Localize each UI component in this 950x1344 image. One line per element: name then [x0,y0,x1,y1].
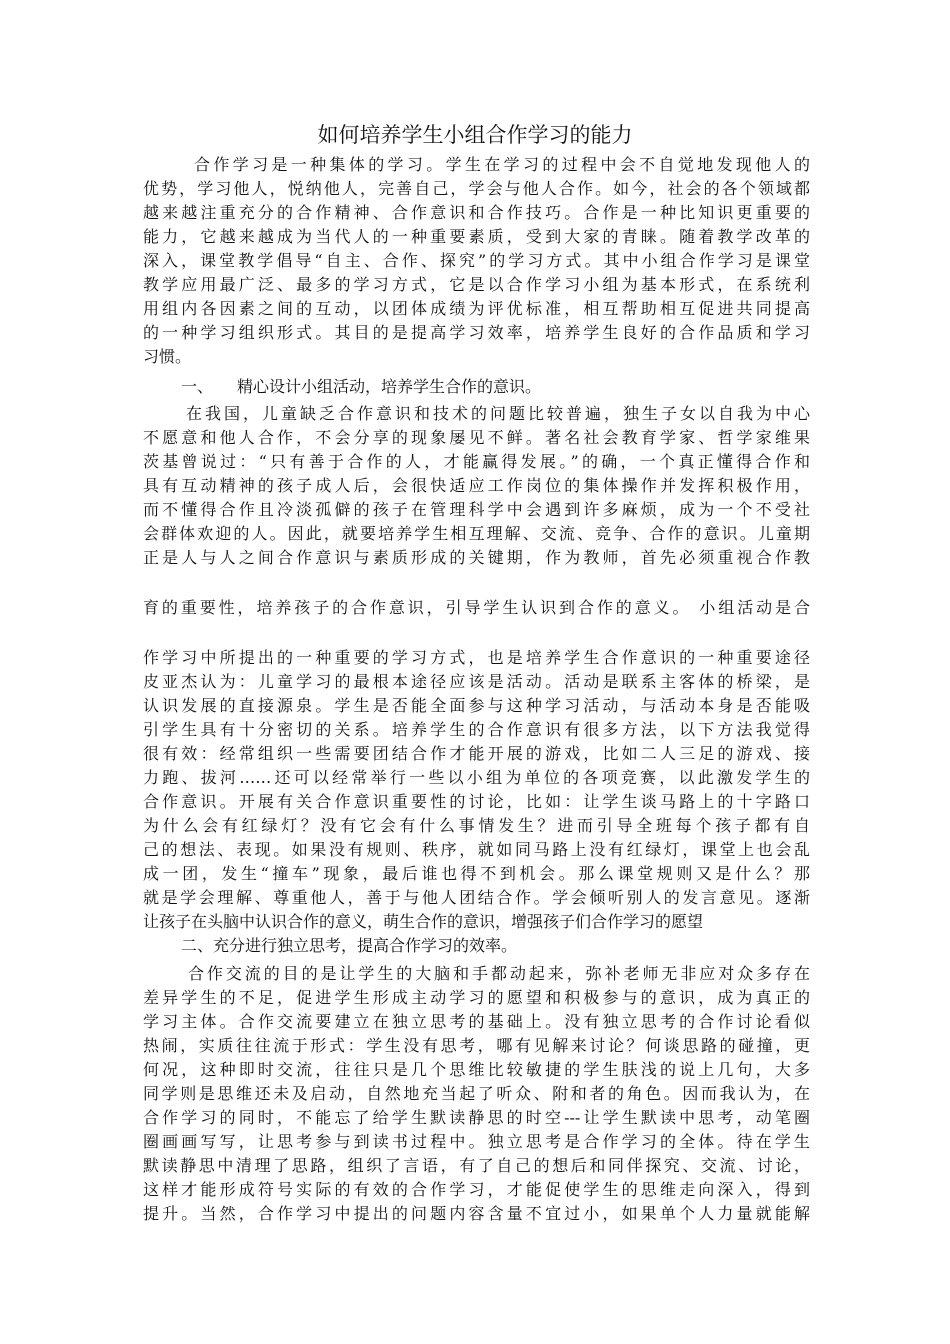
text-line: 能力，它越来越成为当代人的一种重要素质，受到大家的青睐。随着教学改革的 [143,227,810,246]
text-line: 育的重要性，培养孩子的合作意识，引导学生认识到合作的意义。 小组活动是合 [143,598,810,617]
text-line: 认识发展的直接源泉。学生是否能全面参与这种学习活动，与活动本身是否能吸 [143,696,810,715]
text-line: 优势，学习他人，悦纳他人，完善自己，学会与他人合作。如今，社会的各个领域都 [143,179,810,198]
text-line: 深入，课堂教学倡导“自主、合作、探究”的学习方式。其中小组合作学习是课堂 [143,251,810,270]
text-line: 让孩子在头脑中认识合作的意义，萌生合作的意识，增强孩子们合作学习的愿望 [143,912,704,931]
text-line: 用组内各因素之间的互动，以团体成绩为评优标准，相互帮助相互促进共同提高 [143,299,810,318]
text-line: 己的想法、表现。如果没有规则、秩序，就如同马路上没有红绿灯，课堂上也会乱 [143,840,810,859]
text-line: 正是人与人之间合作意识与素质形成的关键期，作为教师，首先必须重视合作教 [143,548,810,567]
text-line: 习惯。 [143,347,192,366]
text-line: 提升。当然，合作学习中提出的问题内容含量不宜过小，如果单个人力量就能解 [143,1204,810,1223]
text-line: 皮亚杰认为：儿童学习的最根本途径应该是活动。活动是联系主客体的桥梁，是 [143,672,810,691]
text-line: 默读静思中清理了思路，组织了言语，有了自己的想后和同伴探究、交流、讨论， [143,1156,810,1175]
text-line: 合作学习的同时，不能忘了给学生默读静思的时空---让学生默读中思考，动笔圈 [143,1108,810,1127]
text-line: 引学生具有十分密切的关系。培养学生的合作意识有很多方法，以下方法我觉得 [143,720,810,739]
text-line: 会群体欢迎的人。因此，就要培养学生相互理解、交流、竞争、合作的意识。儿童期 [143,524,810,543]
text-line: 热闹，实质往往流于形式：学生没有思考，哪有见解来讨论？何谈思路的碰撞，更 [143,1036,810,1055]
text-line: 同学则是思维还未及启动，自然地充当起了听众、附和者的角色。因而我认为，在 [143,1084,810,1103]
text-line: 一、 精心设计小组活动，培养学生合作的意识。 [181,377,542,396]
text-line: 合作交流的目的是让学生的大脑和手都动起来，弥补老师无非应对众多存在 [188,964,810,983]
text-line: 就是学会理解、尊重他人，善于与他人团结合作。学会倾听别人的发言意见。逐渐 [143,888,810,907]
text-line: 二、充分进行独立思考，提高合作学习的效率。 [181,936,518,955]
text-line: 教学应用最广泛、最多的学习方式，它是以合作学习小组为基本形式，在系统利 [143,275,810,294]
text-line: 这样才能形成符号实际的有效的合作学习，才能促使学生的思维走向深入，得到 [143,1180,810,1199]
text-line: 成一团，发生“撞车”现象，最后谁也得不到机会。那么课堂规则又是什么？那 [143,864,810,883]
text-line: 不愿意和他人合作，不会分享的现象屡见不鲜。著名社会教育学家、哲学家维果 [143,428,810,447]
text-line: 很有效：经常组织一些需要团结合作才能开展的游戏，比如二人三足的游戏、接 [143,744,810,763]
text-line: 何况，这种即时交流，往往只是几个思维比较敏捷的学生肤浅的说上几句，大多 [143,1060,810,1079]
text-line: 为什么会有红绿灯？没有它会有什么事情发生？进而引导全班每个孩子都有自 [143,816,810,835]
text-line: 而不懂得合作且冷淡孤僻的孩子在管理科学中会遇到许多麻烦，成为一个不受社 [143,500,810,519]
text-line: 合作学习是一种集体的学习。学生在学习的过程中会不自觉地发现他人的 [194,155,810,174]
text-line: 学习主体。合作交流要建立在独立思考的基础上。没有独立思考的合作讨论看似 [143,1012,810,1031]
text-line: 力跑、拔河……还可以经常举行一些以小组为单位的各项竞赛，以此激发学生的 [143,768,810,787]
text-line: 茨基曾说过：“只有善于合作的人，才能赢得发展。”的确，一个真正懂得合作和 [143,452,810,471]
text-line: 在我国，儿童缺乏合作意识和技术的问题比较普遍，独生子女以自我为中心 [186,404,810,423]
text-line: 具有互动精神的孩子成人后，会很快适应工作岗位的集体操作并发挥积极作用， [143,476,810,495]
text-line: 圈画画写写，让思考参与到读书过程中。独立思考是合作学习的全体。待在学生 [143,1132,810,1151]
text-line: 合作意识。开展有关合作意识重要性的讨论，比如：让学生谈马路上的十字路口 [143,792,810,811]
text-line: 的一种学习组织形式。其目的是提高学习效率，培养学生良好的合作品质和学习 [143,323,810,342]
text-line: 越来越注重充分的合作精神、合作意识和合作技巧。合作是一种比知识更重要的 [143,203,810,222]
text-line: 差异学生的不足，促进学生形成主动学习的愿望和积极参与的意识，成为真正的 [143,988,810,1007]
text-line: 作学习中所提出的一种重要的学习方式，也是培养学生合作意识的一种重要途径 [143,648,810,667]
document-title: 如何培养学生小组合作学习的能力 [317,123,633,147]
